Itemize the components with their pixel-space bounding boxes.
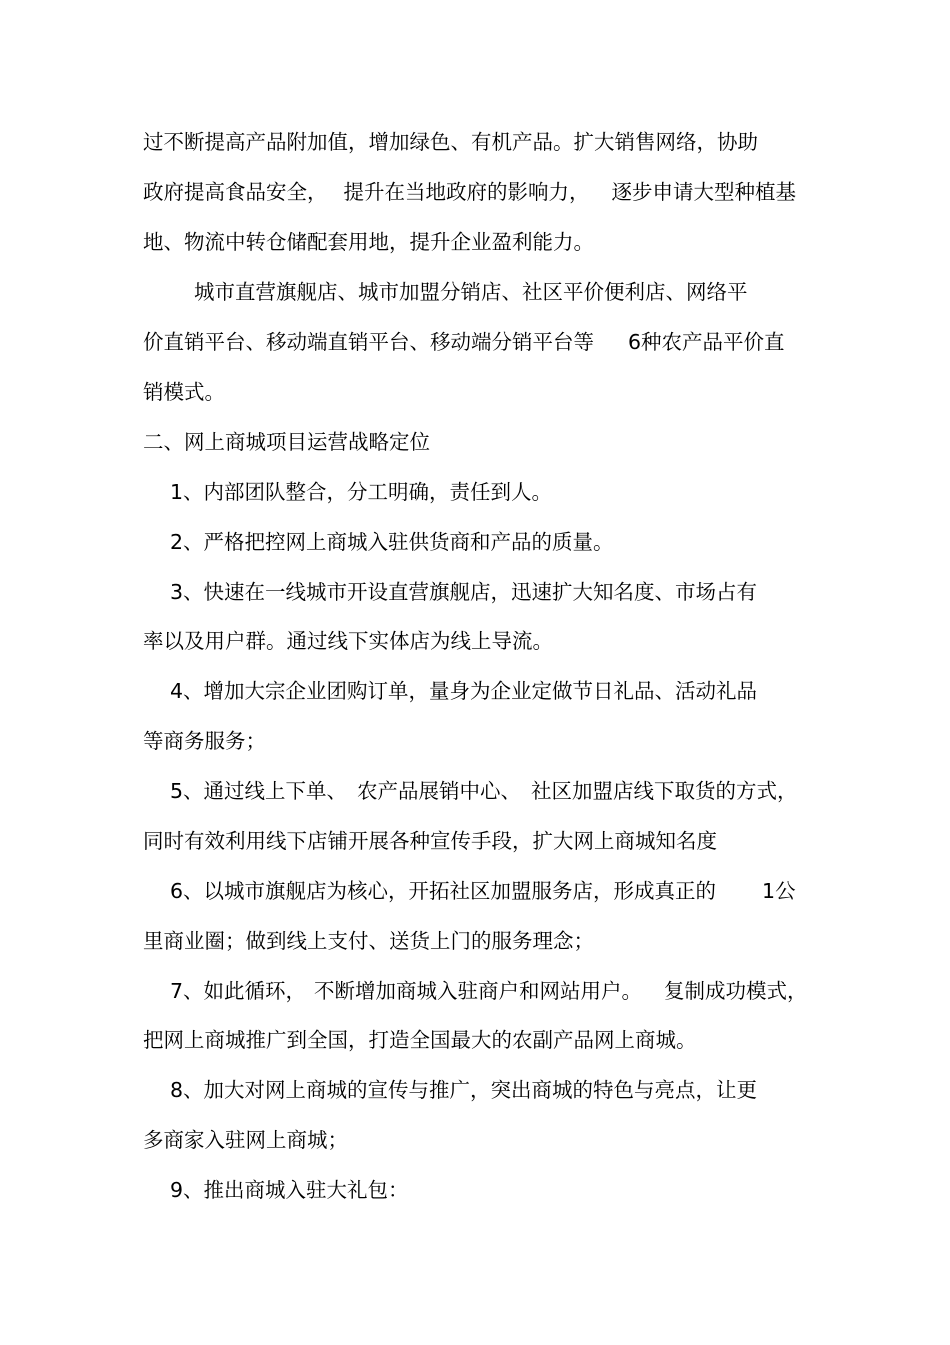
text-run: 社区加盟店线下取货的方式， — [531, 779, 798, 803]
paragraph-2-line-2 — [143, 327, 785, 357]
text-run: 政府提高食品安全， — [143, 180, 328, 204]
text-run: 3、快速在一线城市开设直营旗舰店，迅速扩大知名度、市场占有 — [170, 580, 758, 604]
list-item-1 — [170, 477, 552, 507]
list-item-3-line-2 — [143, 626, 553, 656]
list-item-7-line-1 — [170, 976, 808, 1006]
text-run: 率以及用户群。通过线下实体店为线上导流。 — [143, 629, 553, 653]
list-item-6-line-1 — [170, 876, 796, 906]
text-run: 8、加大对网上商城的宣传与推广，突出商城的特色与亮点，让更 — [170, 1078, 758, 1102]
text-run: 4、增加大宗企业团购订单，量身为企业定做节日礼品、活动礼品 — [170, 679, 758, 703]
paragraph-2-line-1 — [194, 277, 748, 307]
text-run: 过不断提高产品附加值，增加绿色、有机产品。扩大销售网络，协助 — [143, 130, 758, 154]
list-item-2 — [170, 527, 614, 557]
paragraph-1-line-1 — [143, 127, 758, 157]
text-run: 2、严格把控网上商城入驻供货商和产品的质量。 — [170, 530, 614, 554]
text-run: 逐步申请大型种植基 — [611, 180, 796, 204]
list-item-4-line-2 — [143, 726, 266, 756]
paragraph-2-line-3 — [143, 377, 225, 407]
paragraph-1-line-2 — [143, 177, 796, 207]
list-item-4-line-1 — [170, 676, 757, 706]
list-item-8-line-2 — [143, 1125, 348, 1155]
text-run: 等商务服务； — [143, 729, 266, 753]
text-run: 9、推出商城入驻大礼包： — [170, 1178, 409, 1202]
text-run: 6、以城市旗舰店为核心，开拓社区加盟服务店，形成真正的 — [170, 879, 717, 903]
text-run: 城市直营旗舰店、城市加盟分销店、社区平价便利店、网络平 — [194, 280, 748, 304]
text-run: 里商业圈；做到线上支付、送货上门的服务理念； — [143, 929, 594, 953]
text-run: 提升在当地政府的影响力， — [343, 180, 590, 204]
list-item-7-line-2 — [143, 1025, 697, 1055]
list-item-5-line-1 — [170, 776, 798, 806]
text-run: 1公 — [762, 879, 796, 903]
list-item-6-line-2 — [143, 926, 594, 956]
paragraph-1-line-3 — [143, 227, 594, 257]
list-item-8-line-1 — [170, 1075, 757, 1105]
text-run: 价直销平台、移动端直销平台、移动端分销平台等 — [143, 330, 594, 354]
list-item-9 — [170, 1175, 409, 1205]
text-run: 7、如此循环， — [170, 979, 307, 1003]
section-heading — [143, 427, 430, 457]
text-run: 把网上商城推广到全国，打造全国最大的农副产品网上商城。 — [143, 1028, 697, 1052]
text-run: 地、物流中转仓储配套用地，提升企业盈利能力。 — [143, 230, 594, 254]
text-run: 二、网上商城项目运营战略定位 — [143, 430, 430, 454]
text-run: 不断增加商城入驻商户和网站用户。 — [314, 979, 643, 1003]
list-item-5-line-2 — [143, 826, 717, 856]
text-run: 6种农产品平价直 — [628, 330, 785, 354]
text-run: 5、通过线上下单、 — [170, 779, 348, 803]
text-run: 复制成功模式， — [664, 979, 808, 1003]
text-run: 多商家入驻网上商城； — [143, 1128, 348, 1152]
text-run: 农产品展销中心、 — [357, 779, 522, 803]
text-run: 同时有效利用线下店铺开展各种宣传手段，扩大网上商城知名度 — [143, 829, 717, 853]
list-item-3-line-1 — [170, 577, 757, 607]
text-run: 销模式。 — [143, 380, 225, 404]
text-run: 1、内部团队整合，分工明确，责任到人。 — [170, 480, 553, 504]
